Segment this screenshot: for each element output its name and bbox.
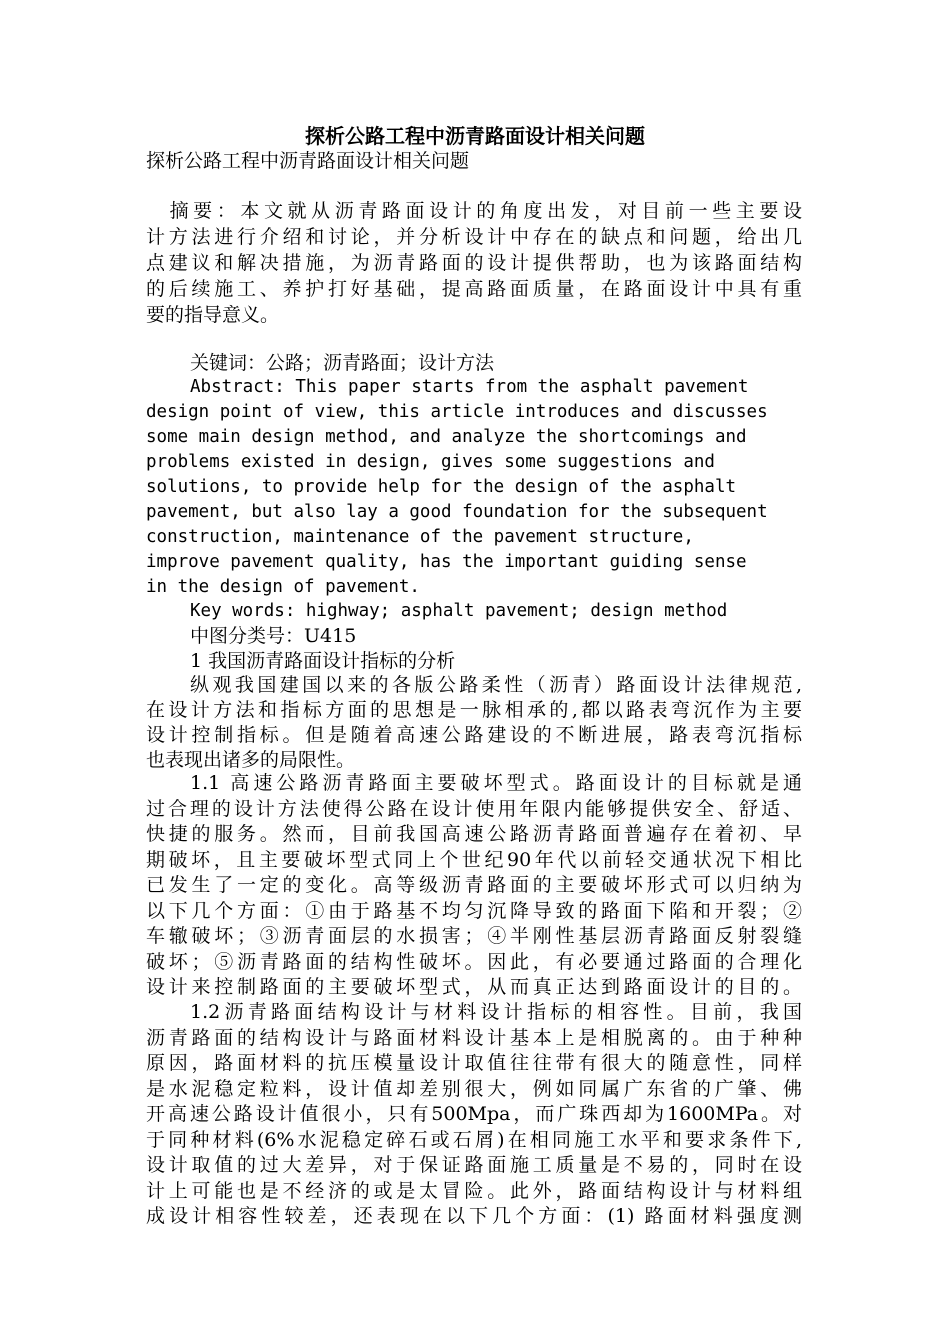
keywords-en: Key words: highway; asphalt pavement; design method (190, 601, 728, 621)
paragraph-line: 期破坏，且主要破坏型式同上个世纪90年代以前轻交通状况下相比 (146, 848, 802, 871)
paragraph-line: 破坏；⑤沥青路面的结构性破坏。因此，有必要通过路面的合理化 (146, 950, 802, 973)
paragraph-line: 计上可能也是不经济的或是太冒险。此外，路面结构设计与材料组 (146, 1179, 802, 1202)
paragraph-line: 设计取值的过大差异，对于保证路面施工质量是不易的，同时在设 (146, 1154, 802, 1176)
paragraph-line: 1.2沥青路面结构设计与材料设计指标的相容性。目前，我国 (190, 1001, 802, 1023)
abstract-zh-line: 的后续施工、养护打好基础，提高路面质量，在路面设计中具有重 (146, 278, 802, 300)
abstract-en-line: pavement, but also lay a good foundation for the subsequent (146, 502, 768, 522)
paragraph-line: 沥青路面的结构设计与路面材料设计基本上是相脱离的。由于种种 (146, 1026, 802, 1049)
paragraph-line: 1.1 高速公路沥青路面主要破坏型式。路面设计的目标就是通 (190, 772, 802, 794)
abstract-zh-line: 要的指导意义。 (146, 304, 280, 326)
abstract-en-line: in the design of pavement. (146, 577, 420, 597)
paragraph-line: 车辙破坏；③沥青面层的水损害；④半刚性基层沥青路面反射裂缝 (146, 925, 802, 947)
classification-number: 中图分类号：U415 (190, 625, 357, 647)
paragraph-line: 快捷的服务。然而，目前我国高速公路沥青路面普遍存在着初、早 (146, 823, 802, 845)
paragraph-line: 是水泥稳定粒料，设计值却差别很大，例如同属广东省的广肇、佛 (146, 1077, 802, 1100)
paragraph-line: 于同种材料(6%水泥稳定碎石或石屑)在相同施工水平和要求条件下, (146, 1128, 802, 1151)
paragraph-line: 在设计方法和指标方面的思想是一脉相承的,都以路表弯沉作为主要 (146, 699, 802, 721)
paragraph-line: 设计来控制路面的主要破坏型式，从而真正达到路面设计的目的。 (146, 976, 802, 998)
abstract-en-line: some main design method, and analyze the shortcomings and (146, 427, 747, 447)
abstract-zh-line: 摘要：本文就从沥青路面设计的角度出发，对目前一些主要设 (146, 200, 802, 222)
paragraph-line: 也表现出诸多的局限性。 (146, 749, 356, 771)
abstract-en-line: improve pavement quality, has the important guiding sense (146, 552, 747, 572)
abstract-zh-line: 计方法进行介绍和讨论，并分析设计中存在的缺点和问题，给出几 (146, 226, 802, 248)
document-subtitle: 探析公路工程中沥青路面设计相关问题 (146, 150, 470, 172)
document-title: 探析公路工程中沥青路面设计相关问题 (305, 124, 645, 148)
paragraph-line: 过合理的设计方法使得公路在设计使用年限内能够提供安全、舒适、 (146, 797, 802, 820)
paragraph-line: 开高速公路设计值很小，只有500Mpa，而广珠西却为1600MPa。对 (146, 1103, 802, 1125)
abstract-en-line: construction, maintenance of the pavement structure, (146, 527, 694, 547)
paragraph-line: 已发生了一定的变化。高等级沥青路面的主要破坏形式可以归纳为 (146, 874, 802, 896)
paragraph-line: 原因，路面材料的抗压模量设计取值往往带有很大的随意性，同样 (146, 1052, 802, 1074)
abstract-zh-line: 点建议和解决措施，为沥青路面的设计提供帮助，也为该路面结构 (146, 252, 802, 274)
paragraph-line: 设计控制指标。但是随着高速公路建设的不断进展，路表弯沉指标 (146, 724, 802, 746)
abstract-en-line: Abstract: This paper starts from the asphalt pavement (190, 377, 749, 397)
abstract-en-line: problems existed in design, gives some suggestions and (146, 452, 715, 472)
abstract-en-line: design point of view, this article introduces and discusses (146, 402, 768, 422)
section-heading: 1 我国沥青路面设计指标的分析 (190, 650, 456, 672)
paragraph-line: 成设计相容性较差，还表现在以下几个方面：(1) 路面材料强度测 (146, 1205, 802, 1227)
abstract-en-line: solutions, to provide help for the design of the asphalt (146, 477, 737, 497)
keywords-zh: 关键词：公路；沥青路面；设计方法 (190, 352, 495, 374)
paragraph-line: 纵观我国建国以来的各版公路柔性（沥青）路面设计法律规范, (190, 674, 802, 696)
paragraph-line: 以下几个方面：①由于路基不均匀沉降导致的路面下陷和开裂；② (146, 899, 802, 922)
